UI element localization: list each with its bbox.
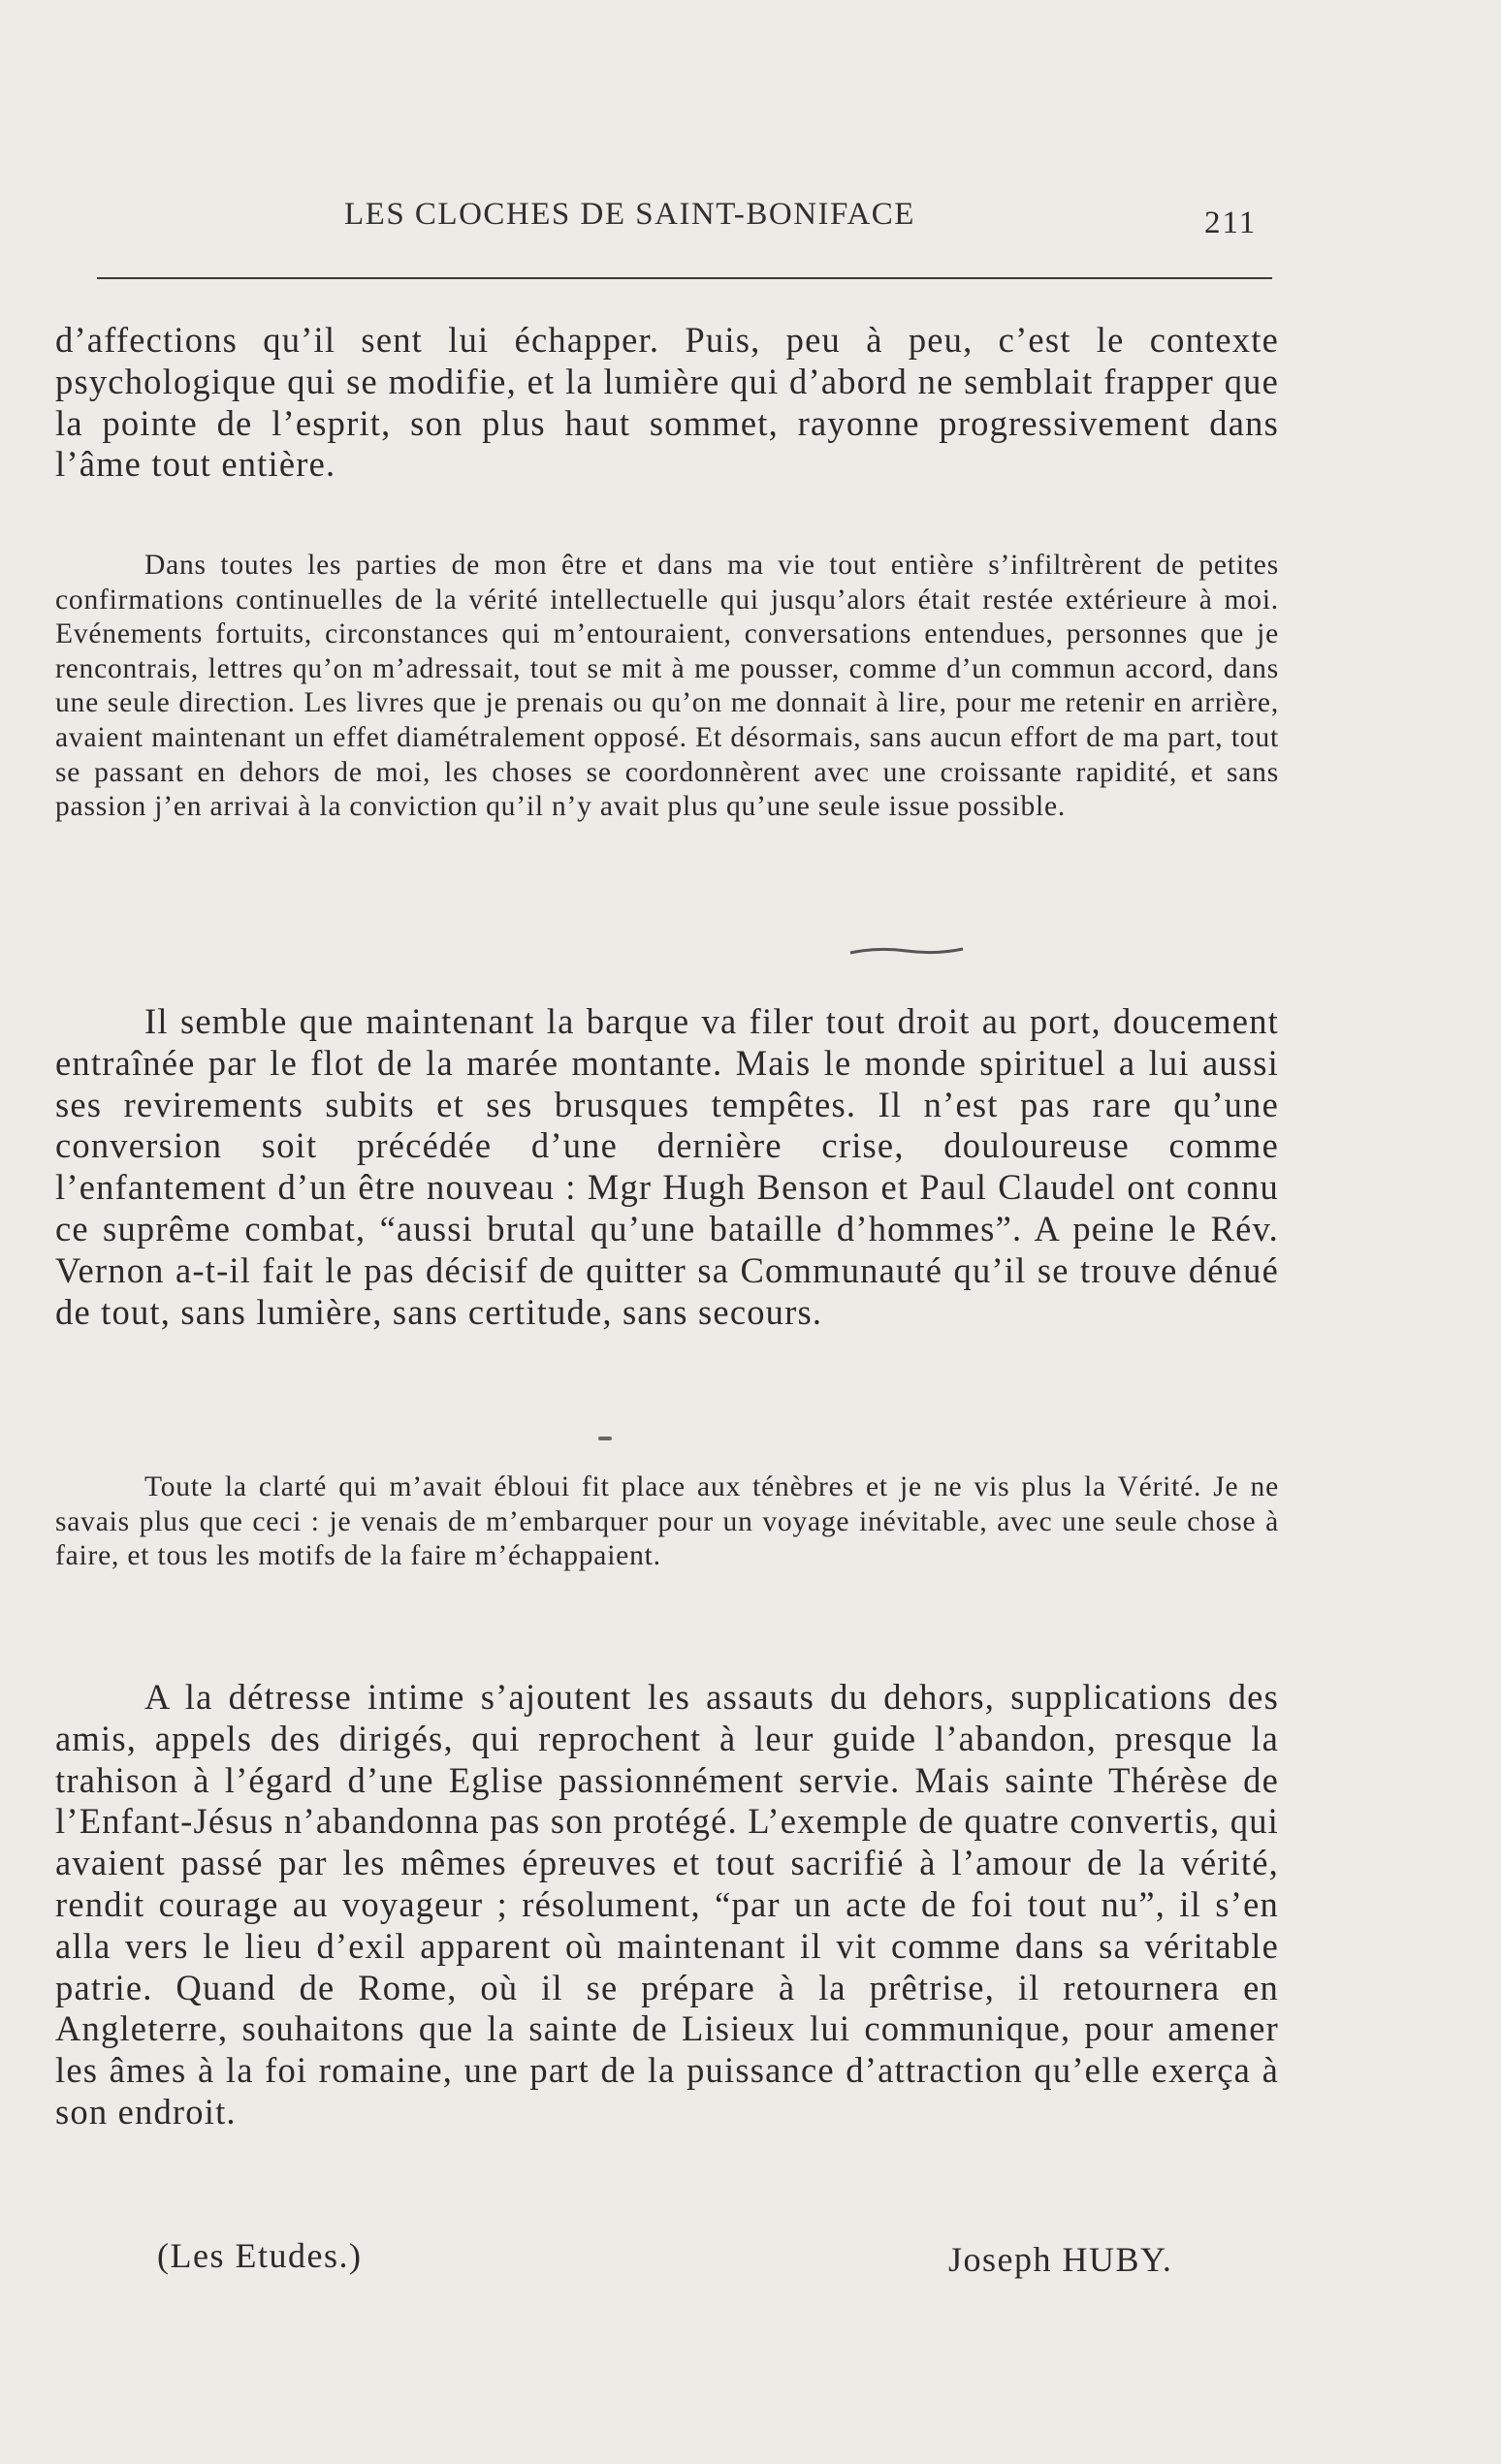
section-ornament	[848, 945, 965, 957]
running-header-title: LES CLOCHES DE SAINT-BONIFACE	[344, 197, 915, 232]
quote-1: Dans toutes les parties de mon être et dans ma vie tout entière s’infiltrèrent de petites confirmations continuelles de la vérité intellectuelle qui jusqu’alors était restée extérieure à moi. Evénements fortuits, circonstances qui m’entouraient, conversations entendues, personnes que je rencontrais, lettres qu’on m’adressait, tout se mit à me pousser, comme d’un commun accord, dans une seule direction. Les livres que je prenais ou qu’on me donnait à lire, pour me retenir en arrière, avaient maintenant un effet diamétralement opposé. Et désormais, sans aucun effort de ma part, tout se passant en dehors de moi, les choses se coordonnèrent avec une croissante rapidité, et sans passion j’en arrivai à la conviction qu’il n’y avait plus qu’une seule issue possible.	[55, 550, 1279, 823]
source-citation: (Les Etudes.)	[157, 2236, 363, 2275]
page-number: 211	[1204, 205, 1258, 240]
author-signature: Joseph HUBY.	[948, 2240, 1173, 2279]
paragraph-2: Il semble que maintenant la barque va filer tout droit au port, doucement entraînée par le flot de la marée montante. Mais le monde spirituel a lui aussi ses revirements subits et ses brusques tempêtes. Il n’est pas rare qu’une conversion soit précédée d’une dernière crise, douloureuse comme l’enfantement d’un être nouveau : Mgr Hugh Benson et Paul Claudel ont connu ce suprême combat, “aussi brutal qu’une bataille d’hommes”. A peine le Rév. Vernon a-t-il fait le pas décisif de quitter sa Communauté qu’il se trouve dénué de tout, sans lumière, sans certitude, sans secours.	[55, 1001, 1279, 1332]
paragraph-1: d’affections qu’il sent lui échapper. Puis, peu à peu, c’est le contexte psychologique qui se modifie, et la lumière qui d’abord ne semblait frapper que la pointe de l’esprit, son plus haut sommet, rayonne progressivement dans l’âme tout entière.	[55, 320, 1279, 485]
small-dash-mark	[598, 1437, 612, 1440]
quote-2: Toute la clarté qui m’avait ébloui fit place aux ténèbres et je ne vis plus la Vérité. Je ne savais plus que ceci : je venais de m’embarquer pour un voyage inévitable, avec une seule chose à faire, et tous les motifs de la faire m’échappaient.	[55, 1471, 1279, 1572]
paragraph-3: A la détresse intime s’ajoutent les assauts du dehors, supplications des amis, appels des dirigés, qui reprochent à leur guide l’abandon, presque la trahison à l’égard d’une Eglise passionnément servie. Mais sainte Thérèse de l’Enfant-Jésus n’abandonna pas son protégé. L’exemple de quatre convertis, qui avaient passé par les mêmes épreuves et tout sacrifié à l’amour de la vérité, rendit courage au voyageur ; résolument, “par un acte de foi tout nu”, il s’en alla vers le lieu d’exil apparent où maintenant il vit comme dans sa véritable patrie. Quand de Rome, où il se prépare à la prêtrise, il retournera en Angleterre, souhaitons que la sainte de Lisieux lui communique, pour amener les âmes à la foi romaine, une part de la puissance d’attraction qu’elle exerça à son endroit.	[55, 1677, 1279, 2132]
header-rule	[97, 277, 1272, 279]
